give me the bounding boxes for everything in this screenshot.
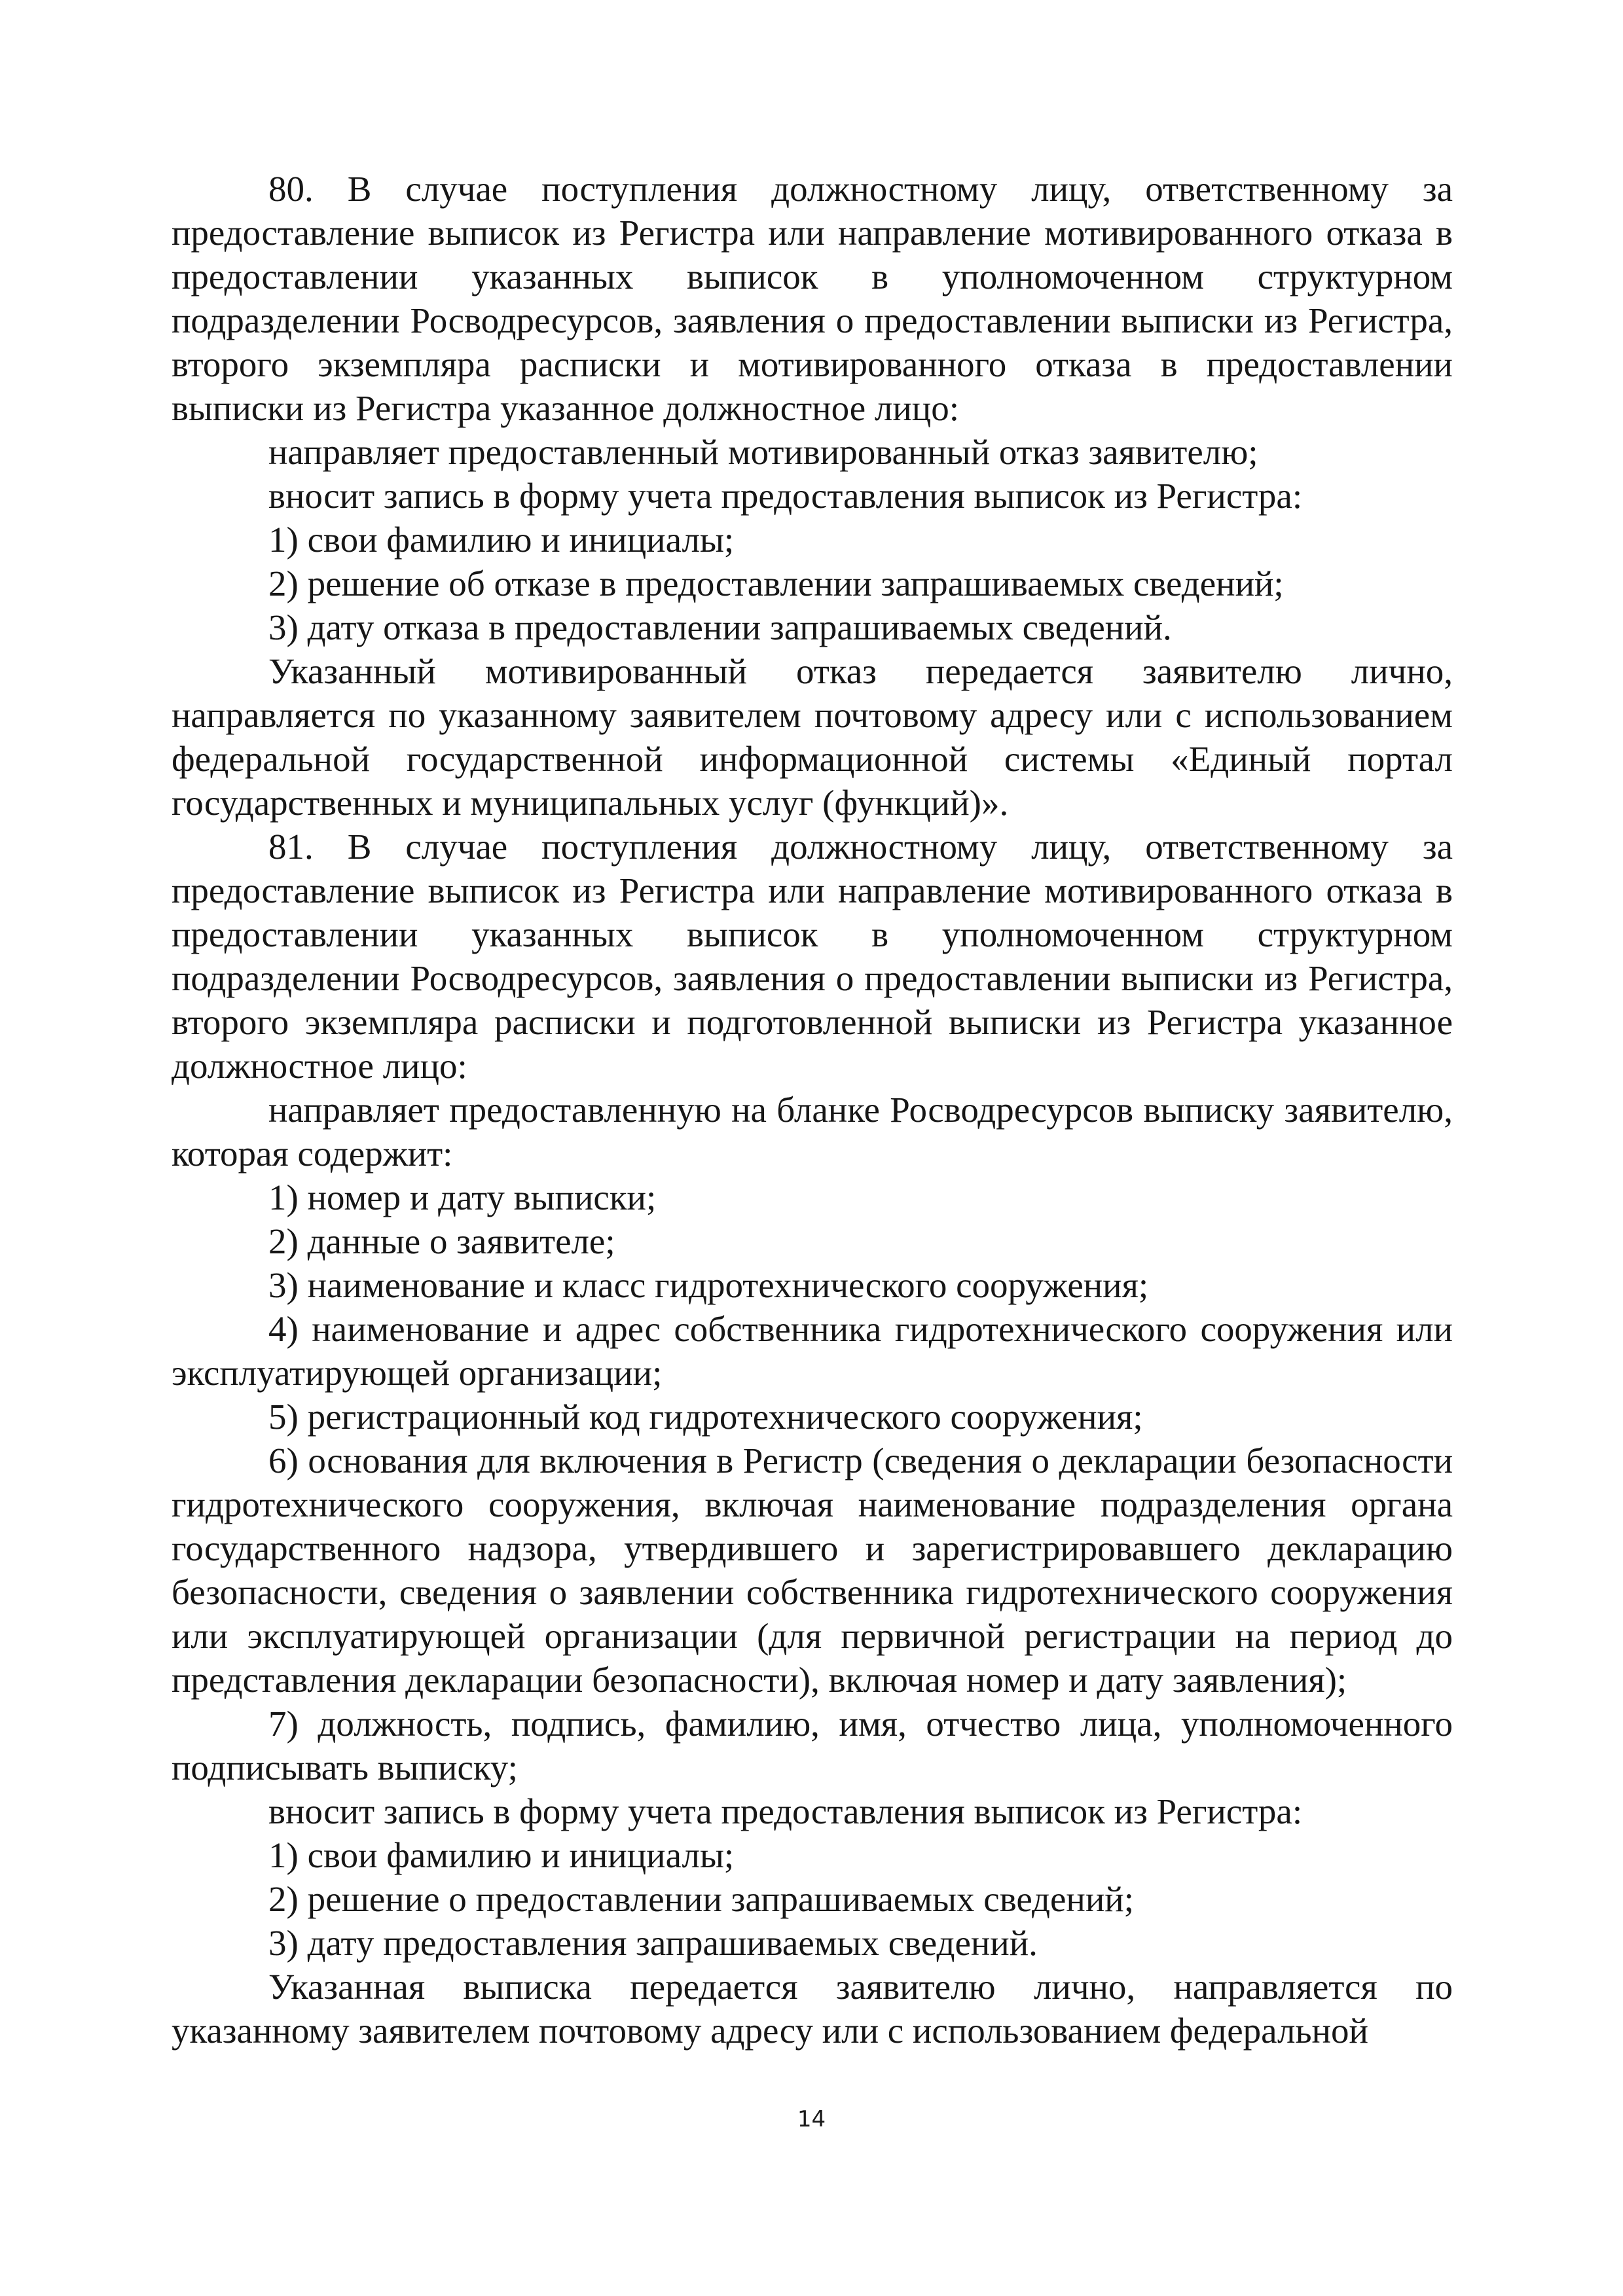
list-item-extract-number-date: 1) номер и дату выписки; [268,1177,657,1217]
page-number: 14 [797,2106,826,2132]
paragraph-refusal-delivery: Указанный мотивированный отказ передается заявителю лично, направляется по указанному заявителем почтовому адресу или с использованием федеральной государственной информационной системы «Единый портал государственных и муниципальных услуг (функций)». [172,651,1453,823]
list-item-grant-decision: 2) решение о предоставлении запрашиваемых сведений; [268,1879,1135,1919]
document-body [172,167,1453,2053]
paragraph-80-intro: 80. В случае поступления должностному лицу, ответственному за предоставление выписок из Регистра или направление мотивированного отказа в предоставлении указанных выписок в уполномоченном структурном подразделении Росводресурсов, заявления о предоставлении выписки из Регистра, второго экземпляра расписки и мотивированного отказа в предоставлении выписки из Регистра указанное должностное лицо: [172,169,1453,428]
list-item-initials: 1) свои фамилию и инициалы; [268,520,735,560]
list-item-registration-code: 5) регистрационный код гидротехнического сооружения; [268,1397,1143,1437]
list-item-signatory: 7) должность, подпись, фамилию, имя, отчество лица, уполномоченного подписывать выписку; [172,1704,1453,1787]
list-item-owner-name-address: 4) наименование и адрес собственника гидротехнического сооружения или эксплуатирующей организации; [172,1309,1453,1393]
list-item-send-refusal: направляет предоставленный мотивированный отказ заявителю; [268,432,1258,472]
list-item-refusal-decision: 2) решение об отказе в предоставлении запрашиваемых сведений; [268,564,1284,603]
list-item-registration-grounds: 6) основания для включения в Регистр (сведения о декларации безопасности гидротехнического сооружения, включая наименование подразделения органа государственного надзора, утвердившего и зарегистрировавшего декларацию безопасности, сведения о заявлении собственника гидротехнического сооружения или эксплуатирующей организации (для первичной регистрации на период до представления декларации безопасности), включая номер и дату заявления); [172,1441,1453,1700]
list-item-structure-name-class: 3) наименование и класс гидротехнического сооружения; [268,1265,1149,1305]
list-item-applicant-data: 2) данные о заявителе; [268,1221,615,1261]
list-item-grant-date: 3) дату предоставления запрашиваемых сведений. [268,1923,1038,1963]
paragraph-81-intro: 81. В случае поступления должностному лицу, ответственному за предоставление выписок из Регистра или направление мотивированного отказа в предоставлении указанных выписок в уполномоченном структурном подразделении Росводресурсов, заявления о предоставлении выписки из Регистра, второго экземпляра расписки и подготовленной выписки из Регистра указанное должностное лицо: [172,827,1453,1086]
list-item-refusal-date: 3) дату отказа в предоставлении запрашиваемых сведений. [268,607,1172,647]
list-item-record-entry: вносит запись в форму учета предоставления выписок из Регистра: [268,476,1303,516]
list-item-record-entry-2: вносит запись в форму учета предоставления выписок из Регистра: [268,1791,1303,1831]
paragraph-extract-delivery: Указанная выписка передается заявителю лично, направляется по указанному заявителем почтовому адресу или с использованием федеральной [172,1967,1453,2051]
list-item-initials-2: 1) свои фамилию и инициалы; [268,1835,735,1875]
paragraph-send-extract: направляет предоставленную на бланке Росводресурсов выписку заявителю, которая содержит: [172,1090,1453,1174]
